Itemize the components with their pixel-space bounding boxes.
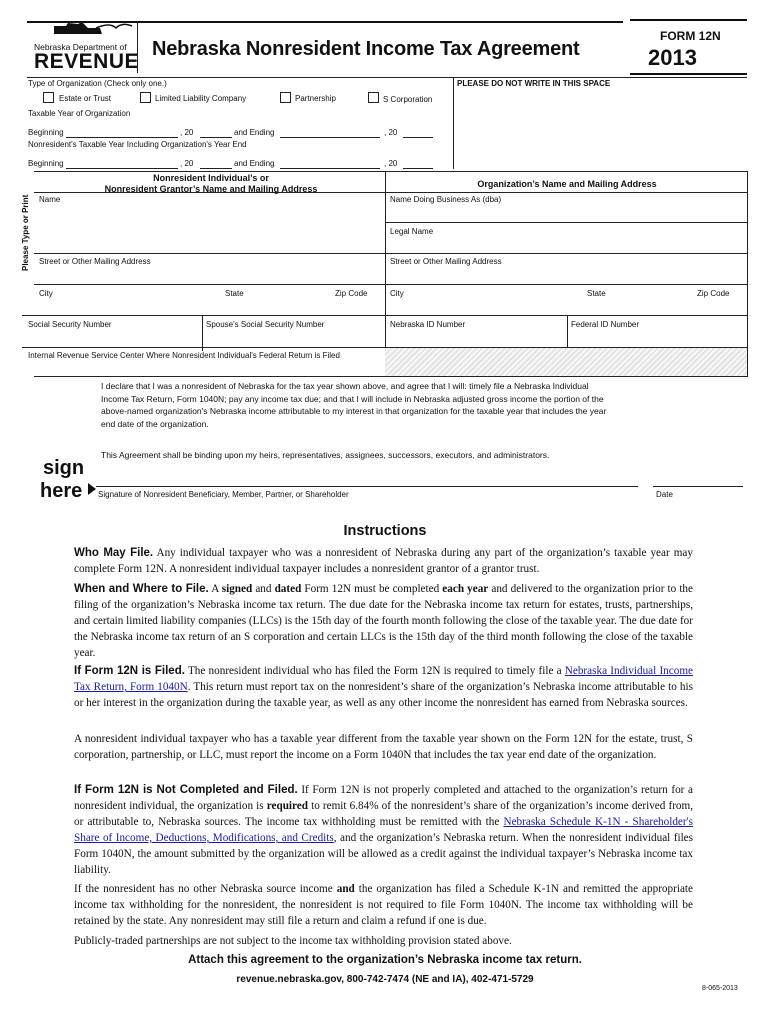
- binding-text: This Agreement shall be binding upon my heirs, representatives, assignees, successors, executors, and administrators.: [101, 450, 550, 460]
- not-completed-heading: If Form 12N is Not Completed and Filed.: [74, 784, 298, 796]
- org-type-label: Type of Organization (Check only one.): [28, 79, 167, 88]
- dba-field[interactable]: Name Doing Business As (dba): [390, 195, 502, 204]
- publicly-traded-section: Publicly-traded partnerships are not subject to the income tax withholding provision stated above.: [74, 935, 512, 947]
- org-year-begin-yy-field[interactable]: [200, 137, 232, 138]
- declaration-text: I declare that I was a nonresident of Nebraska for the tax year shown above, and agree that I will: timely file a Nebraska Individual Income Tax Return, Form 1040N; pay any income tax due; and that I will include in Nebraska adjusted gross income the portion of the above-named organization's Nebraska income attributable to my interest in that organization for the taxable year that includes the year end date of the organization.: [101, 381, 607, 429]
- attach-notice: Attach this agreement to the organization’s Nebraska income tax return.: [188, 954, 582, 966]
- form-1040n-link[interactable]: Nebraska Individual Income Tax Return, Form 1040N: [74, 665, 693, 693]
- side-label: Please Type or Print: [21, 194, 30, 271]
- city-field[interactable]: City: [39, 289, 53, 298]
- if-filed-section: If Form 12N is Filed. The nonresident individual who has filed the Form 12N is required to timely file a Nebraska Individual Income Tax Return, Form 1040N. This return must report tax on the nonresident’s share of the organization’s Nebraska income attributable to his or her interest in the organization during the taxable year, as well as any other income the nonresident has earned from Nebraska sources.: [74, 665, 693, 709]
- federal-id-field[interactable]: Federal ID Number: [571, 320, 640, 329]
- not-completed-section: If Form 12N is Not Completed and Filed. If Form 12N is not properly completed and attached to the organization’s return for a nonresident individual, the organization is required to remit 6.84% of the nonresident’s share of the organization’s income derived from, or attributable to, Nebraska sources. The income tax withholding must be remitted with the Nebraska Schedule K-1N - Shareholder's Share of Income, Deductions, Modifications, and Credits, and the organization’s Nebraska return. When the nonresident individual files Form 1040N, the amount submitted by the organization will be allowed as a credit against the individual taxpayer’s Nebraska income tax liability.: [74, 784, 694, 876]
- zip-field[interactable]: Zip Code: [335, 289, 368, 298]
- signature-label: Signature of Nonresident Beneficiary, Member, Partner, or Shareholder: [98, 490, 349, 499]
- nr-year-end-field[interactable]: [280, 168, 380, 169]
- nr-year-begin-yy-field[interactable]: [200, 168, 232, 169]
- org-city-field[interactable]: City: [390, 289, 404, 298]
- dept-name: Nebraska Department of: [34, 42, 127, 52]
- org-year-begin-field[interactable]: [66, 137, 178, 138]
- org-zip-field[interactable]: Zip Code: [697, 289, 730, 298]
- when-where-section: When and Where to File. A signed and dated Form 12N must be completed each year and delivered to the organization prior to the filing of the organization’s Nebraska income tax return. The due date for the Nebraska income tax return for estates, trusts, partnerships, and certain limited liability companies (LLCs) is the 15th day of the fourth month following the close of the taxable year. The due date for the Nebraska income tax return of an S corporation and certain LLCs is the 15th day of the third month following the close of the taxable year.: [74, 583, 693, 659]
- header-divider: [137, 21, 138, 73]
- option-partnership: Partnership: [295, 94, 336, 103]
- nr-year-end-yy-field[interactable]: [403, 168, 433, 169]
- irs-center-shaded-area: [385, 348, 747, 376]
- here-label: here: [40, 480, 83, 502]
- checkbox-partnership[interactable]: [280, 92, 291, 103]
- nonresident-year-label: Nonresident's Taxable Year Including Organization's Year End: [28, 140, 247, 149]
- org-state-field[interactable]: State: [587, 289, 606, 298]
- revenue-logo: [30, 20, 140, 72]
- spouse-ssn-field[interactable]: Spouse's Social Security Number: [206, 320, 325, 329]
- checkbox-estate-trust[interactable]: [43, 92, 54, 103]
- who-may-file-heading: Who May File.: [74, 547, 154, 559]
- option-llc: Limited Liability Company: [155, 94, 247, 103]
- irs-center-field[interactable]: Internal Revenue Service Center Where Nonresident Individual's Federal Return is Filed: [28, 351, 340, 360]
- do-not-write-label: PLEASE DO NOT WRITE IN THIS SPACE: [457, 79, 611, 88]
- contact-info: revenue.nebraska.gov, 800-742-7474 (NE and IA), 402-471-5729: [236, 974, 534, 985]
- individual-heading: Nonresident Individual’s or Nonresident Grantor’s Name and Mailing Address: [104, 173, 318, 194]
- nr-year-begin-field[interactable]: [66, 168, 178, 169]
- form-code: 8-065-2013: [702, 985, 738, 992]
- state-field[interactable]: State: [225, 289, 244, 298]
- different-year-section: A nonresident individual taxpayer who has a taxable year different from the taxable year shown on the Form 12N for the estate, trust, S corporation, partnership, or LLC, must report the income on a Form 1040N that includes the tax year end date of the organization.: [74, 733, 693, 761]
- who-may-file-section: Who May File. Any individual taxpayer who was a nonresident of Nebraska during any part of the organization’s taxable year may complete Form 12N. A nonresident individual taxpayer includes a nonresident grantor of a grantor trust.: [74, 547, 693, 575]
- checkbox-s-corporation[interactable]: [368, 92, 379, 103]
- instructions-title: Instructions: [343, 523, 427, 539]
- option-estate-trust: Estate or Trust: [59, 94, 112, 103]
- page-title: Nebraska Nonresident Income Tax Agreement: [152, 38, 580, 60]
- signature-field[interactable]: [96, 486, 638, 487]
- org-street-field[interactable]: Street or Other Mailing Address: [390, 257, 502, 266]
- if-filed-heading: If Form 12N is Filed.: [74, 665, 185, 677]
- form-year: 2013: [648, 45, 697, 70]
- date-field[interactable]: [653, 486, 743, 487]
- date-label: Date: [656, 490, 673, 499]
- nebraska-id-field[interactable]: Nebraska ID Number: [390, 320, 466, 329]
- street-field[interactable]: Street or Other Mailing Address: [39, 257, 151, 266]
- no-other-income-section: If the nonresident has no other Nebraska source income and the organization has filed a Schedule K-1N and remitted the appropriate income tax withholding for the nonresident, the nonresident is not required to file Form 1040N. The income tax withholding will be retained by the state. Any nonresident may still file a return and claim a refund if one is due.: [74, 883, 693, 927]
- option-s-corporation: S Corporation: [383, 95, 433, 104]
- when-where-heading: When and Where to File.: [74, 583, 209, 595]
- schedule-k1n-link[interactable]: Nebraska Schedule K-1N - Shareholder's Share of Income, Deductions, Modifications, and Credits: [74, 816, 693, 844]
- revenue-wordmark: REVENUE: [34, 50, 140, 73]
- org-type-rule: [27, 77, 747, 78]
- checkbox-llc[interactable]: [140, 92, 151, 103]
- form-label: FORM 12N: [660, 29, 721, 43]
- sign-label: sign: [43, 457, 85, 479]
- taxable-year-label: Taxable Year of Organization: [28, 109, 131, 118]
- organization-heading: Organization’s Name and Mailing Address: [477, 179, 657, 189]
- sign-here-arrow-icon: [88, 483, 96, 495]
- legal-name-field[interactable]: Legal Name: [390, 227, 434, 236]
- name-field[interactable]: Name: [39, 195, 61, 204]
- org-year-end-field[interactable]: [280, 137, 380, 138]
- org-year-end-yy-field[interactable]: [403, 137, 433, 138]
- ssn-field[interactable]: Social Security Number: [28, 320, 112, 329]
- header-left-rule: [27, 21, 623, 23]
- form-id-box: [630, 19, 747, 75]
